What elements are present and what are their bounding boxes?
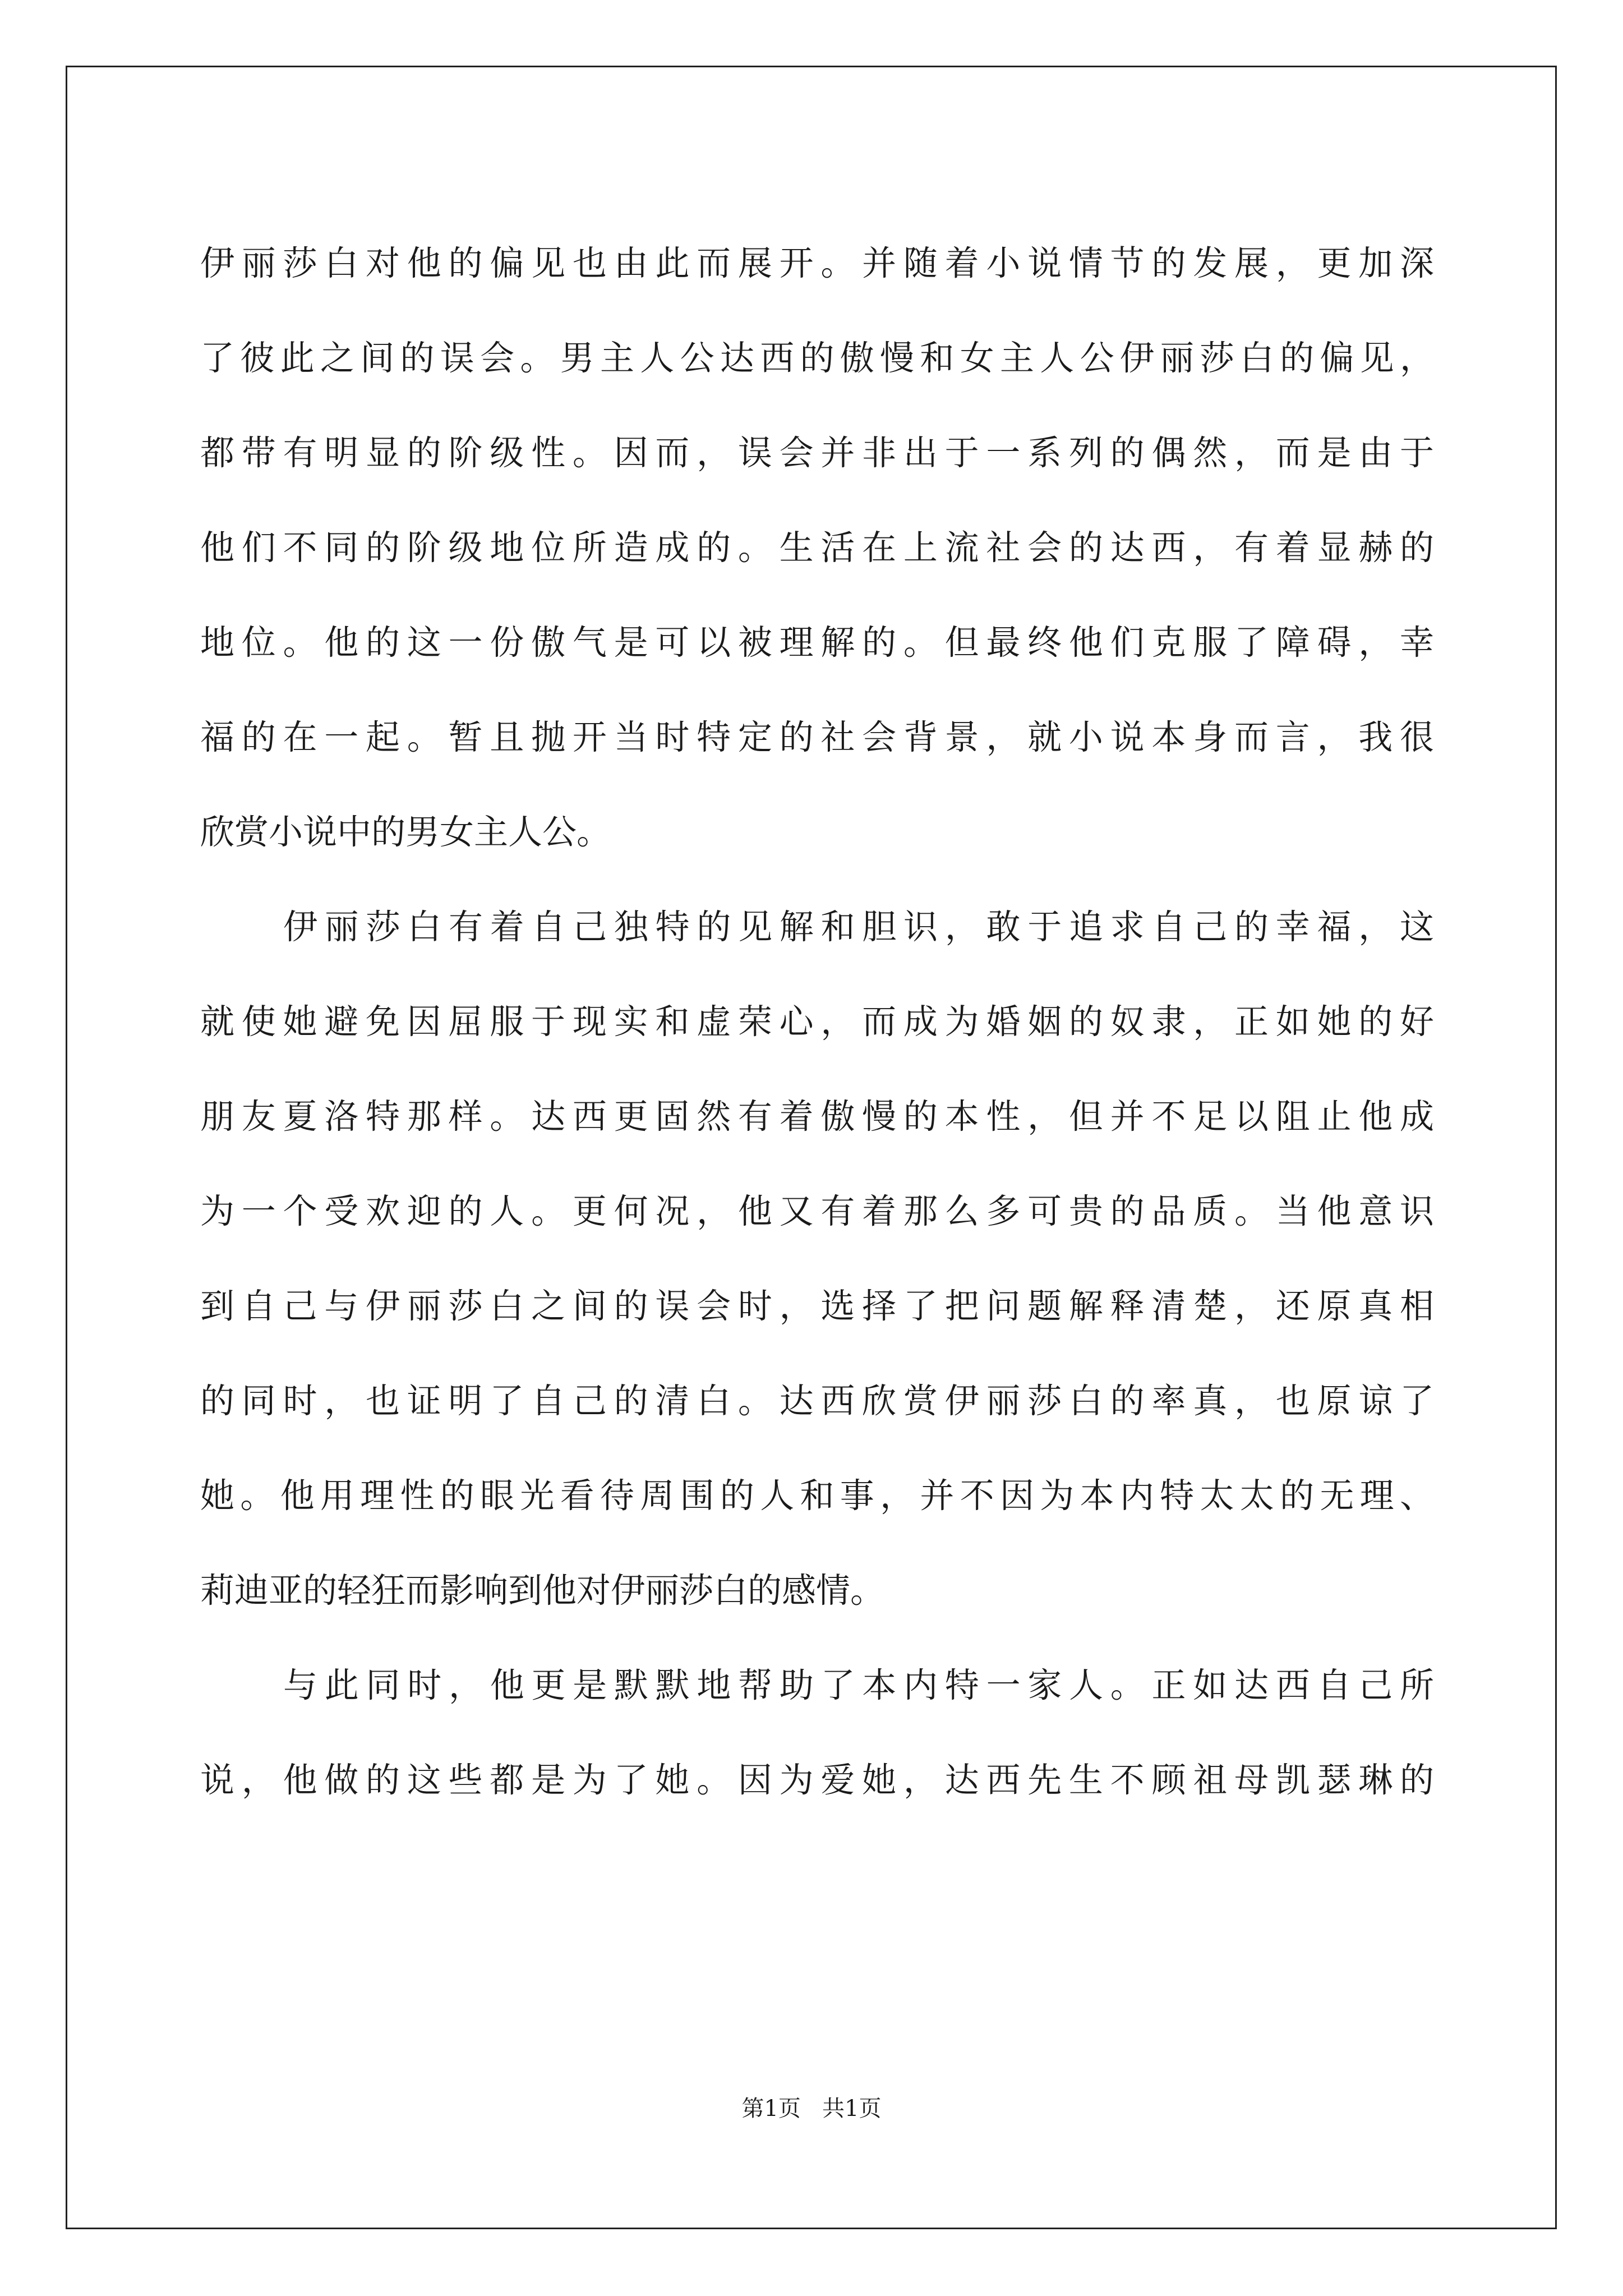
text-line: 欣赏小说中的男女主人公。 (200, 812, 611, 852)
paragraph-1 (200, 216, 1434, 880)
text-line: 都带有明显的阶级性。因而，误会并非出于一系列的偶然，而是由于 (200, 433, 1434, 473)
paragraph-2 (200, 880, 1434, 1638)
text-line: 与此同时，他更是默默地帮助了本内特一家人。正如达西自己所 (283, 1665, 1434, 1705)
paragraph-3 (200, 1638, 1434, 1828)
body-text (200, 216, 1434, 1828)
text-line: 的同时，也证明了自己的清白。达西欣赏伊丽莎白的率真，也原谅了 (200, 1381, 1434, 1421)
text-line: 他们不同的阶级地位所造成的。生活在上流社会的达西，有着显赫的 (200, 528, 1434, 568)
text-line: 她。他用理性的眼光看待周围的人和事，并不因为本内特太太的无理、 (200, 1476, 1434, 1516)
text-line: 为一个受欢迎的人。更何况，他又有着那么多可贵的品质。当他意识 (200, 1191, 1434, 1231)
text-line: 就使她避免因屈服于现实和虚荣心，而成为婚姻的奴隶，正如她的好 (200, 1002, 1434, 1042)
page-footer: 第1页 共1页 (741, 2096, 882, 2122)
text-line: 福的在一起。暂且抛开当时特定的社会背景，就小说本身而言，我很 (200, 717, 1434, 757)
text-line: 朋友夏洛特那样。达西更固然有着傲慢的本性，但并不足以阻止他成 (200, 1097, 1434, 1137)
text-line: 伊丽莎白有着自己独特的见解和胆识，敢于追求自己的幸福，这 (283, 907, 1434, 947)
text-line: 了彼此之间的误会。男主人公达西的傲慢和女主人公伊丽莎白的偏见， (200, 338, 1434, 378)
text-line: 到自己与伊丽莎白之间的误会时，选择了把问题解释清楚，还原真相 (200, 1286, 1434, 1326)
text-line: 地位。他的这一份傲气是可以被理解的。但最终他们克服了障碍，幸 (200, 623, 1434, 662)
text-line: 莉迪亚的轻狂而影响到他对伊丽莎白的感情。 (200, 1571, 885, 1611)
text-line: 说，他做的这些都是为了她。因为爱她，达西先生不顾祖母凯瑟琳的 (200, 1760, 1434, 1800)
text-line: 伊丽莎白对他的偏见也由此而展开。并随着小说情节的发展，更加深 (200, 243, 1434, 283)
